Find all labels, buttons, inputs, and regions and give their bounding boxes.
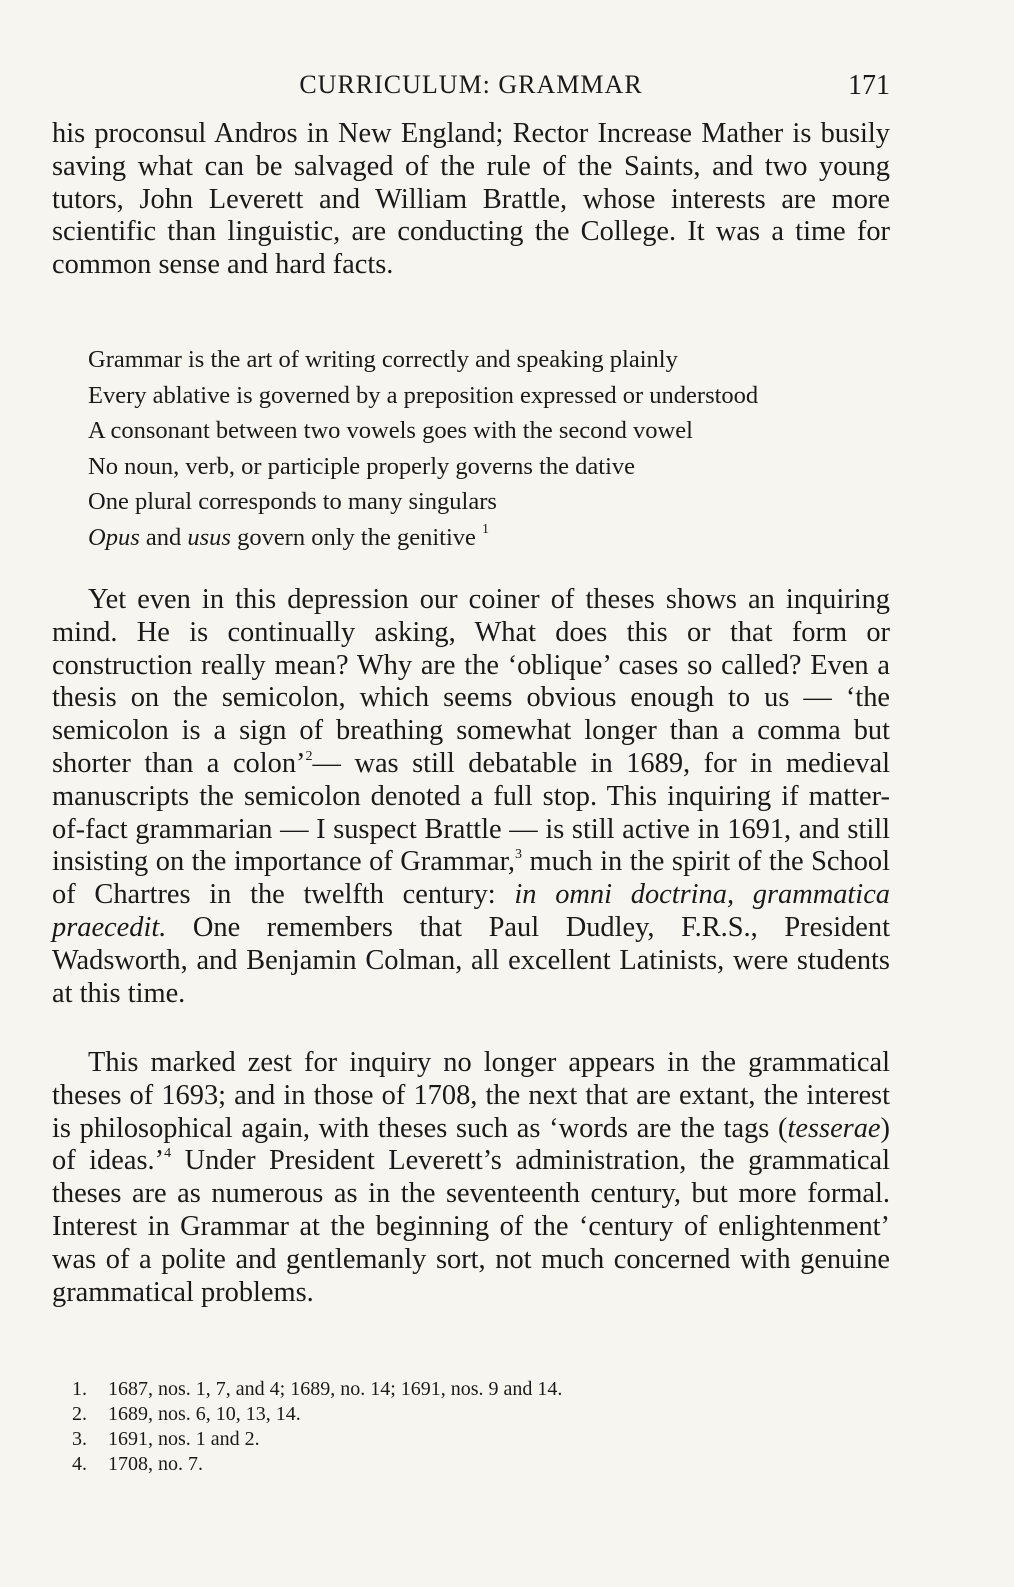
thesis-text: govern only the genitive: [230, 523, 476, 551]
paragraph-3-text: ) of ideas.’: [52, 1112, 890, 1177]
paragraph-2-text: — was still debatable in 1689, for in medieval manuscripts the semicolon denoted a full stop. This inquiring if matter-of-fact grammarian — I suspect Brattle — is still active in 1691, and still insisting on the importance of Grammar,: [52, 747, 890, 878]
running-title: CURRICULUM: GRAMMAR: [299, 70, 643, 99]
paragraph-2: [52, 584, 890, 1010]
footnote: [72, 1427, 872, 1452]
footnote: [72, 1402, 872, 1427]
latin-word-tesserae: tesserae: [787, 1112, 881, 1144]
paragraph-2-text: much in the spirit of the School of Chartres in the twelfth century:: [52, 846, 890, 911]
footnote-ref-4: 4: [164, 1146, 172, 1162]
paragraph-3-text: Under President Leverett’s administration, the grammatical theses are as numerous as in the seventeenth century, but more formal. Interest in Grammar at the beginning of the ‘century of enlightenment’ was of a polite and gentlemanly sort, not much concerned with genuine grammatical problems.: [52, 1145, 890, 1308]
paragraph-2-text: One remembers that Paul Dudley, F.R.S., President Wadsworth, and Benjamin Colman, all excellent Latinists, were students at this time.: [52, 911, 890, 1009]
theses-list: [88, 342, 888, 556]
paragraph-3: [52, 1047, 890, 1309]
footnote-number: 1.: [72, 1378, 87, 1400]
running-header: [52, 70, 890, 110]
footnote: [72, 1377, 872, 1402]
thesis-latin-word-usus: usus: [187, 523, 231, 551]
footnote-number: 2.: [72, 1403, 87, 1425]
thesis-item: Grammar is the art of writing correctly and speaking plainly: [88, 346, 678, 373]
footnote: [72, 1452, 872, 1477]
footnotes: [72, 1377, 872, 1477]
latin-quote: in omni doctrina, grammatica praecedit.: [52, 879, 890, 943]
paragraph-2-text: Yet even in this depression our coiner of theses shows an inquiring mind. He is continually asking, What does this or that form or construction really mean? Why are the ‘oblique’ cases so called? Even a thesis on the semicolon, which seems obvious enough to us — ‘the semicolon is a sign of breathing somewhat longer than a comma but shorter than a colon’: [52, 584, 890, 779]
thesis-latin-word-opus: Opus: [88, 523, 140, 551]
footnote-number: 3.: [72, 1428, 87, 1450]
footnote-ref-1: 1: [482, 521, 490, 537]
footnote-text: 1689, nos. 6, 10, 13, 14.: [108, 1403, 301, 1425]
paragraph-1: his proconsul Andros in New England; Rector Increase Mather is busily saving what can be salvaged of the rule of the Saints, and two young tutors, John Leverett and William Brattle, whose interests are more scientific than linguistic, are conducting the College. It was a time for common sense and hard facts.: [52, 118, 890, 281]
thesis-item: A consonant between two vowels goes with the second vowel: [88, 417, 693, 445]
footnote-text: 1708, no. 7.: [108, 1453, 203, 1475]
footnote-ref-2: 2: [305, 748, 313, 764]
paragraph-3-text: This marked zest for inquiry no longer appears in the grammatical theses of 1693; and in those of 1708, the next that are extant, the interest is philosophical again, with theses such as ‘words are the tags (: [52, 1047, 890, 1144]
footnote-number: 4.: [72, 1453, 87, 1475]
thesis-item-last: [88, 520, 888, 556]
page-number: 171: [848, 70, 890, 101]
thesis-item: No noun, verb, or participle properly governs the dative: [88, 452, 636, 480]
footnote-text: 1691, nos. 1 and 2.: [108, 1428, 260, 1450]
footnote-ref-3: 3: [514, 847, 522, 863]
thesis-item: One plural corresponds to many singulars: [88, 488, 497, 516]
thesis-text: and: [139, 523, 188, 551]
thesis-item: Every ablative is governed by a preposition expressed or understood: [88, 381, 759, 409]
footnote-text: 1687, nos. 1, 7, and 4; 1689, no. 14; 1691, nos. 9 and 14.: [108, 1378, 563, 1400]
